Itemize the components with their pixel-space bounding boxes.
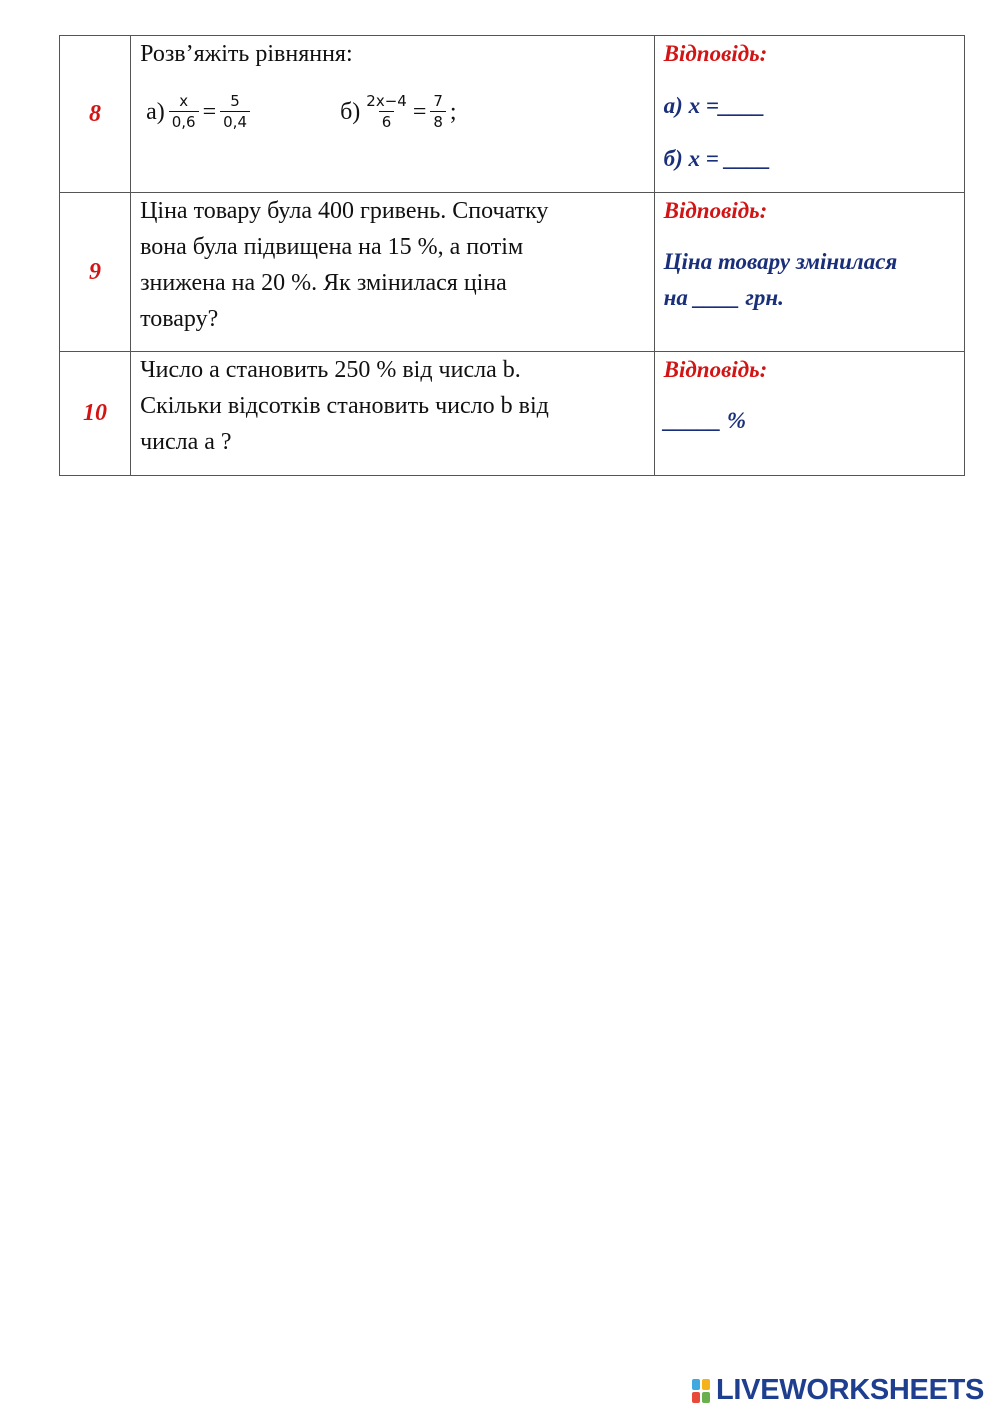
numerator: 2x−4: [366, 92, 407, 110]
task-question: [131, 36, 655, 193]
task-question: [131, 193, 655, 352]
fraction-rhs: [220, 92, 250, 132]
question-line: знижена на 20 %. Як змінилася ціна: [140, 270, 507, 296]
numerator: 5: [230, 92, 240, 110]
logo-mark-square: [702, 1379, 710, 1390]
logo-text: LIVEWORKSHEETS: [716, 1374, 985, 1406]
denominator: 0,4: [220, 111, 250, 132]
denominator: 0,6: [169, 111, 199, 132]
answer-title: Відповідь:: [663, 357, 768, 382]
answer-cell: [654, 352, 964, 476]
numerator: x: [179, 92, 189, 110]
task-row-10: [60, 352, 965, 476]
denominator: 6: [379, 111, 395, 132]
equals-sign: =: [202, 99, 217, 125]
equation-a: [146, 82, 250, 142]
equation-b: [340, 82, 461, 142]
answer-title: Відповідь:: [663, 41, 768, 66]
logo-mark-square: [702, 1392, 710, 1403]
answer-text: Ціна товару змінилася: [663, 249, 898, 274]
numerator: 7: [433, 92, 443, 110]
equation-label: б): [340, 99, 361, 125]
semicolon: ;: [449, 99, 457, 125]
task-number: 10: [60, 352, 131, 476]
task-question: [131, 352, 655, 476]
question-line: числа a ?: [140, 429, 232, 455]
fraction-rhs: [430, 92, 446, 132]
answer-cell: [654, 193, 964, 352]
equations: [140, 82, 646, 152]
tasks-table: [59, 35, 965, 476]
task-number: 8: [60, 36, 131, 193]
denominator: 8: [430, 111, 446, 132]
logo-mark-square: [692, 1379, 700, 1390]
fraction-lhs: [169, 92, 199, 132]
task-row-8: [60, 36, 965, 193]
answer-input-b[interactable]: б) x = ____: [663, 146, 771, 171]
logo-mark-square: [692, 1392, 700, 1403]
answer-title: Відповідь:: [663, 198, 768, 223]
answer-input[interactable]: на ____ грн.: [663, 285, 784, 310]
equation-label: а): [146, 99, 165, 125]
question-line: вона була підвищена на 15 %, а потім: [140, 234, 524, 260]
answer-input-a[interactable]: а) x =____: [663, 93, 765, 118]
question-line: Число a становить 250 % від числа b.: [140, 357, 521, 383]
logo-icon: [692, 1379, 710, 1403]
task-row-9: [60, 193, 965, 352]
question-line: товару?: [140, 306, 219, 332]
answer-cell: [654, 36, 964, 193]
task-number: 9: [60, 193, 131, 352]
fraction-lhs: [364, 92, 409, 132]
question-line: Скільки відсотків становить число b від: [140, 393, 549, 419]
question-text: Розв’яжіть рівняння:: [140, 41, 353, 67]
question-line: Ціна товару була 400 гривень. Спочатку: [140, 198, 549, 224]
equals-sign: =: [412, 99, 427, 125]
answer-input[interactable]: _____ %: [663, 408, 747, 433]
liveworksheets-logo[interactable]: [692, 1374, 984, 1407]
